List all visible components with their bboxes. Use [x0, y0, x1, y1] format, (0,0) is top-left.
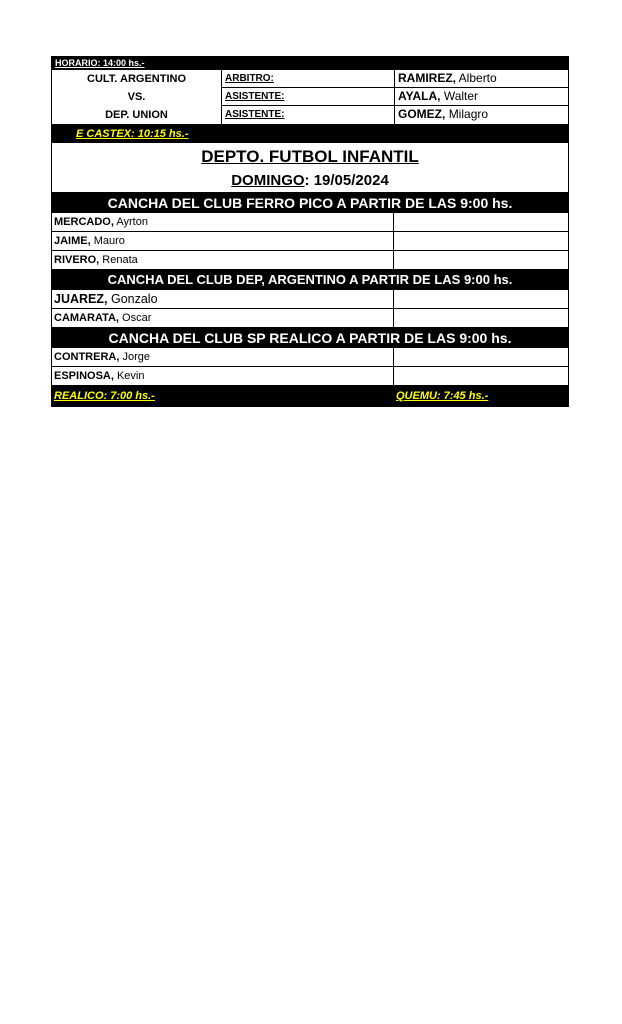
match-block	[52, 70, 568, 125]
player-surname: ESPINOSA,	[54, 370, 114, 382]
official-name	[395, 88, 568, 105]
player-row	[52, 309, 568, 328]
quemu-time: QUEMU: 7:45 hs.-	[396, 390, 489, 402]
player-name	[52, 348, 394, 366]
section-heading-text: CANCHA DEL CLUB SP REALICO A PARTIR DE LAS 9:00 hs.	[108, 329, 512, 346]
player-surname: CONTRERA,	[54, 351, 120, 363]
player-name	[52, 290, 394, 308]
away-team: DEP. UNION	[105, 109, 168, 121]
official-row	[222, 106, 568, 124]
official-first: Walter	[443, 89, 479, 103]
section-heading	[52, 328, 568, 348]
official-role: ARBITRO:	[222, 70, 395, 87]
player-blank-cell	[394, 367, 568, 385]
player-name	[52, 213, 394, 231]
player-first: Renata	[102, 254, 138, 266]
player-first: Oscar	[122, 312, 152, 324]
official-role: ASISTENTE:	[222, 106, 395, 124]
player-row	[52, 290, 568, 309]
player-row	[52, 348, 568, 367]
player-blank-cell	[394, 213, 568, 231]
official-name	[395, 106, 568, 124]
vs-label: VS.	[127, 91, 146, 103]
player-blank-cell	[394, 309, 568, 327]
footer-right	[396, 390, 488, 402]
page-title	[52, 143, 568, 169]
player-first: Mauro	[93, 235, 125, 247]
footer-left	[52, 390, 396, 402]
player-row	[52, 367, 568, 386]
official-surname: GOMEZ,	[398, 107, 446, 121]
official-row	[222, 88, 568, 106]
player-name	[52, 367, 394, 385]
player-surname: RIVERO,	[54, 254, 100, 266]
title-text: DEPTO. FUTBOL INFANTIL	[201, 147, 419, 166]
match-teams	[52, 70, 222, 124]
player-first: Gonzalo	[110, 292, 158, 306]
player-first: Jorge	[122, 351, 150, 363]
player-name	[52, 232, 394, 250]
date-value: : 19/05/2024	[304, 172, 389, 189]
castex-time: E CASTEX: 10:15 hs.-	[76, 127, 189, 140]
player-surname: JAIME,	[54, 235, 91, 247]
player-row	[52, 213, 568, 232]
player-surname: JUAREZ,	[54, 292, 108, 306]
section-heading-text: CANCHA DEL CLUB FERRO PICO A PARTIR DE LAS 9:00 hs.	[107, 194, 513, 211]
player-row	[52, 251, 568, 270]
officials-table	[222, 70, 568, 124]
section-heading	[52, 270, 568, 290]
player-surname: CAMARATA,	[54, 312, 119, 324]
player-first: Ayrton	[116, 216, 148, 228]
player-blank-cell	[394, 290, 568, 308]
realico-time: REALICO: 7:00 hs.-	[54, 390, 155, 402]
home-team: CULT. ARGENTINO	[87, 73, 186, 85]
official-name	[395, 70, 568, 87]
official-first: Milagro	[448, 107, 489, 121]
date-label: DOMINGO	[231, 172, 305, 189]
section-heading-text: CANCHA DEL CLUB DEP, ARGENTINO A PARTIR DE LAS 9:00 hs.	[107, 272, 513, 287]
player-blank-cell	[394, 251, 568, 269]
official-first: Alberto	[458, 71, 497, 85]
player-blank-cell	[394, 348, 568, 366]
section-heading	[52, 193, 568, 213]
date-line	[52, 169, 568, 193]
player-row	[52, 232, 568, 251]
official-surname: RAMIREZ,	[398, 71, 456, 85]
horario-bar	[52, 57, 568, 70]
player-first: Kevin	[116, 370, 145, 382]
player-name	[52, 309, 394, 327]
player-name	[52, 251, 394, 269]
horario-text: HORARIO: 14:00 hs.-	[55, 58, 145, 68]
castex-bar	[52, 125, 568, 143]
player-surname: MERCADO,	[54, 216, 114, 228]
player-blank-cell	[394, 232, 568, 250]
official-surname: AYALA,	[398, 89, 441, 103]
official-row	[222, 70, 568, 88]
schedule-sheet	[51, 56, 569, 407]
footer-bar	[52, 386, 568, 406]
official-role: ASISTENTE:	[222, 88, 395, 105]
